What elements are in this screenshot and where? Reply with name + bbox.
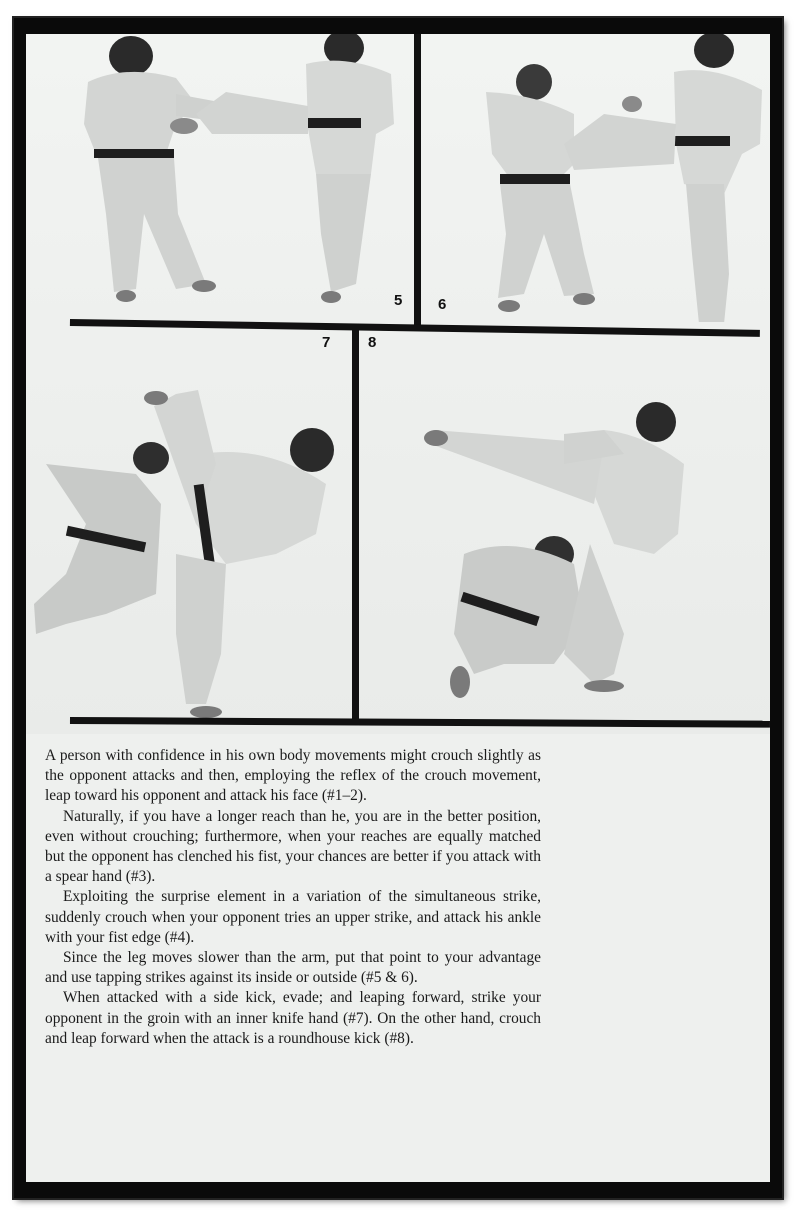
paragraph: A person with confidence in his own body movements might crouch slightly as the opponent attacks and then, employing the reflex of the crouch movement, leap toward his opponent and attack his face (#1–2). [45, 747, 541, 805]
photo-sequence [26, 34, 770, 734]
panel-number-6: 6 [438, 296, 447, 313]
karate-figures-illustration [26, 334, 352, 718]
photo-panel-8 [364, 334, 770, 718]
panel-number-7: 7 [322, 334, 331, 351]
panel-number-8: 8 [368, 334, 377, 351]
paragraph: When attacked with a side kick, evade; and leaping forward, strike your opponent in the groin with an inner knife hand (#7). On the other hand, crouch and leap forward when the attack is a roundhouse kick (#8). [45, 989, 541, 1047]
divider-horizontal-bottom [70, 717, 770, 728]
photo-panel-7 [26, 334, 352, 718]
photo-panel-6 [424, 34, 770, 322]
paragraph: Since the leg moves slower than the arm, put that point to your advantage and use tapping strikes against its inside or outside (#5 & 6). [45, 949, 541, 987]
photo-panel-5 [26, 34, 414, 316]
body-text [45, 746, 541, 1049]
karate-figures-illustration [424, 34, 770, 322]
karate-figures-illustration [364, 334, 770, 718]
paragraph: Exploiting the surprise element in a variation of the simultaneous strike, suddenly crouch when your opponent tries an upper strike, and attack his ankle with your fist edge (#4). [45, 888, 541, 946]
panel-number-5: 5 [394, 292, 403, 309]
paragraph: Naturally, if you have a longer reach than he, you are in the better position, even without crouching; furthermore, when your reaches are equally matched but the opponent has clenched his fist, your chances are better if you attack with a spear hand (#3). [45, 807, 541, 886]
divider-vertical-bottom [352, 330, 359, 722]
divider-vertical-top [414, 34, 421, 326]
karate-figures-illustration [26, 34, 414, 316]
book-page [26, 34, 770, 1182]
